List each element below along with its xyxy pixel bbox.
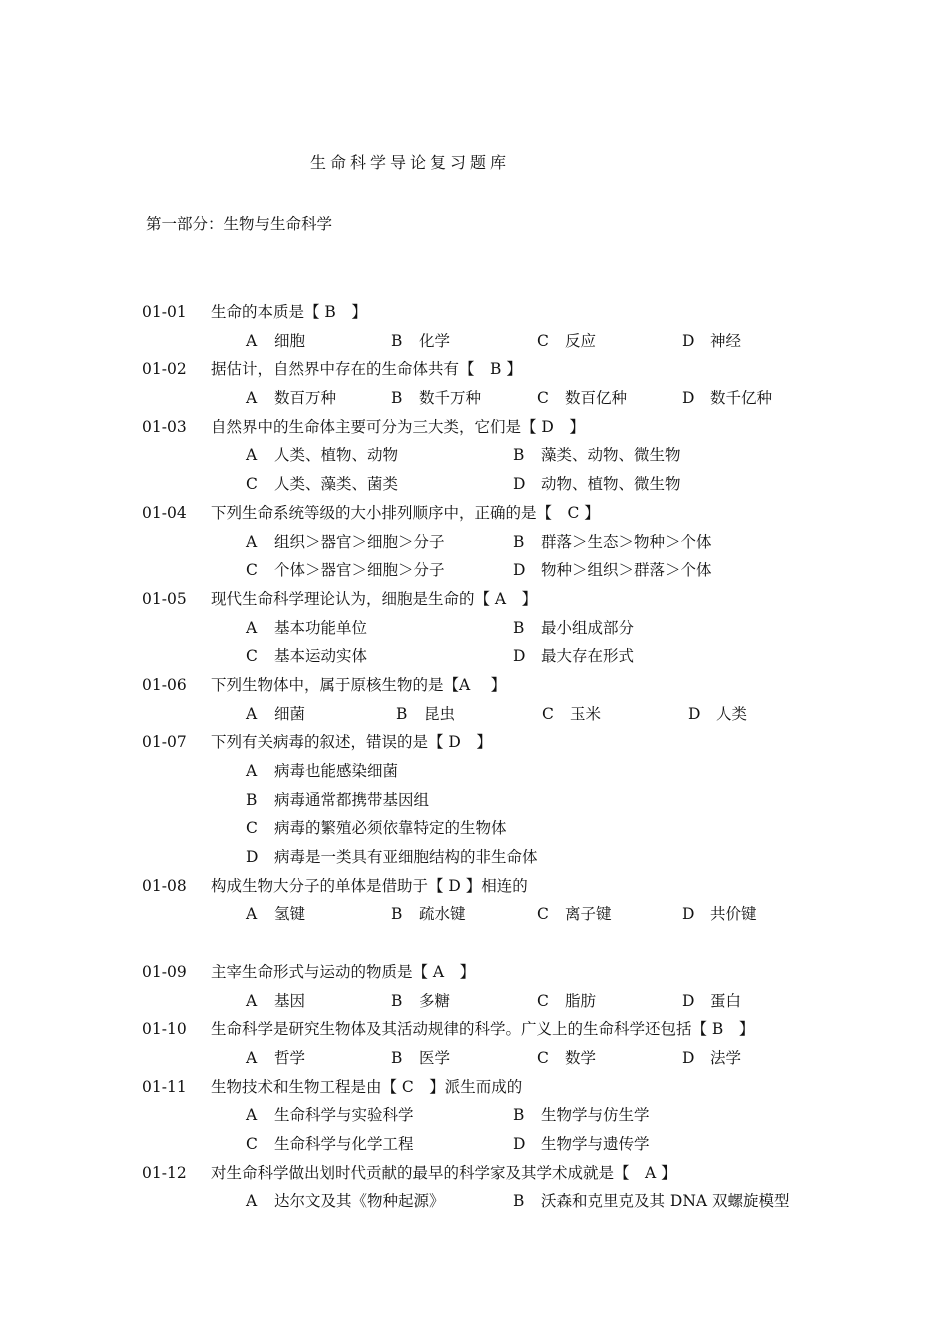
option-letter: A <box>246 331 258 350</box>
option-text: 病毒是一类具有亚细胞结构的非生命体 <box>274 848 538 867</box>
answer-option <box>246 987 305 1016</box>
options-row <box>142 1187 902 1216</box>
question-row <box>142 728 902 757</box>
options-row <box>142 528 902 557</box>
option-text: 数百万种 <box>274 389 337 408</box>
answer-option <box>391 1044 450 1073</box>
option-text: 组织＞器官＞细胞＞分子 <box>274 532 445 551</box>
spacer <box>142 929 902 958</box>
option-letter: A <box>246 446 258 465</box>
answer-option <box>537 987 596 1016</box>
option-text: 沃森和克里克及其 DNA 双螺旋模型 <box>541 1192 790 1211</box>
question-number: 01-05 <box>142 589 187 608</box>
options-row <box>142 757 902 786</box>
option-letter: A <box>246 532 258 551</box>
option-letter: D <box>682 991 695 1010</box>
question-row <box>142 499 902 528</box>
answer-option <box>246 700 305 729</box>
question-row <box>142 1073 902 1102</box>
answer-option <box>246 642 367 671</box>
options-row <box>142 556 902 585</box>
answer-option <box>542 700 601 729</box>
option-text: 人类、藻类、菌类 <box>274 475 399 494</box>
option-letter: C <box>246 647 258 666</box>
option-text: 个体＞器官＞细胞＞分子 <box>274 561 445 580</box>
option-text: 离子键 <box>565 905 612 924</box>
option-letter: B <box>396 704 408 723</box>
question-text: 下列生命系统等级的大小排列顺序中，正确的是【 C 】 <box>211 503 600 522</box>
option-text: 共价键 <box>710 905 757 924</box>
answer-option <box>682 987 741 1016</box>
answer-option <box>246 1044 305 1073</box>
option-letter: D <box>246 848 259 867</box>
answer-option <box>513 1130 650 1159</box>
option-letter: B <box>246 790 258 809</box>
options-row <box>142 614 902 643</box>
option-text: 数学 <box>565 1048 597 1067</box>
option-text: 化学 <box>419 331 451 350</box>
options-row <box>142 642 902 671</box>
option-text: 多糖 <box>419 991 451 1010</box>
answer-option <box>513 556 712 585</box>
answer-option <box>246 528 445 557</box>
option-text: 病毒也能感染细菌 <box>274 762 399 780</box>
question-number: 01-01 <box>142 303 187 321</box>
answer-option <box>246 470 398 499</box>
answer-option <box>246 327 305 356</box>
question-text: 据估计，自然界中存在的生命体共有【 B 】 <box>211 360 522 379</box>
answer-option <box>391 987 450 1016</box>
option-letter: C <box>537 389 549 408</box>
option-letter: B <box>391 905 403 924</box>
answer-option <box>688 700 747 729</box>
question-row <box>142 413 902 442</box>
option-text: 生命科学与化学工程 <box>274 1134 414 1153</box>
question-number: 01-09 <box>142 962 187 981</box>
option-letter: A <box>246 1192 258 1211</box>
question-number: 01-03 <box>142 417 187 436</box>
answer-option <box>246 384 336 413</box>
option-text: 生物学与仿生学 <box>541 1106 650 1125</box>
options-row <box>142 1130 902 1159</box>
option-text: 基本功能单位 <box>274 618 368 637</box>
answer-option <box>246 1187 445 1216</box>
option-text: 数千万种 <box>419 389 482 408</box>
answer-option <box>391 327 450 356</box>
option-letter: B <box>513 532 525 551</box>
option-letter: A <box>246 1048 258 1067</box>
option-text: 数百亿种 <box>565 389 628 408</box>
question-row <box>142 298 902 327</box>
answer-option <box>391 900 466 929</box>
question-text: 生命的本质是【 B 】 <box>211 303 367 321</box>
options-row <box>142 1101 902 1130</box>
option-letter: C <box>542 704 554 723</box>
option-letter: A <box>246 762 258 780</box>
answer-option <box>246 786 429 815</box>
option-text: 基因 <box>274 991 306 1010</box>
option-letter: B <box>513 1192 525 1211</box>
option-letter: A <box>246 991 258 1010</box>
option-text: 数千亿种 <box>710 389 773 408</box>
option-letter: D <box>682 1048 695 1067</box>
option-letter: C <box>537 905 549 924</box>
question-text: 现代生命科学理论认为，细胞是生命的【 A 】 <box>211 589 538 608</box>
option-letter: B <box>391 389 403 408</box>
question-row <box>142 355 902 384</box>
option-letter: D <box>513 1134 526 1153</box>
options-row <box>142 814 902 843</box>
question-number: 01-11 <box>142 1077 187 1096</box>
question-text: 自然界中的生命体主要可分为三大类，它们是【 D 】 <box>211 417 585 436</box>
question-text: 下列生物体中，属于原核生物的是【A 】 <box>211 675 507 694</box>
option-text: 蛋白 <box>710 991 742 1010</box>
answer-option <box>537 900 612 929</box>
option-letter: B <box>391 991 403 1010</box>
answer-option <box>682 900 757 929</box>
option-text: 医学 <box>419 1048 451 1067</box>
question-row <box>142 671 902 700</box>
option-letter: D <box>688 704 701 723</box>
answer-option <box>513 1101 650 1130</box>
option-letter: A <box>246 389 258 408</box>
option-letter: B <box>391 331 403 350</box>
option-letter: D <box>682 331 695 350</box>
option-letter: C <box>537 991 549 1010</box>
option-letter: A <box>246 1106 258 1125</box>
option-letter: C <box>537 331 549 350</box>
option-text: 疏水键 <box>419 905 466 924</box>
answer-option <box>682 327 741 356</box>
question-list <box>142 298 902 1216</box>
option-letter: A <box>246 618 258 637</box>
question-number: 01-10 <box>142 1020 187 1039</box>
option-letter: B <box>391 1048 403 1067</box>
answer-option <box>682 384 772 413</box>
answer-option <box>246 900 305 929</box>
question-row <box>142 1015 902 1044</box>
options-row <box>142 1044 902 1073</box>
question-number: 01-04 <box>142 503 187 522</box>
question-number: 01-12 <box>142 1163 187 1182</box>
options-row <box>142 327 902 356</box>
option-text: 基本运动实体 <box>274 647 368 666</box>
option-text: 动物、植物、微生物 <box>541 475 681 494</box>
options-row <box>142 987 902 1016</box>
options-row <box>142 900 902 929</box>
option-text: 细胞 <box>274 331 306 350</box>
options-row <box>142 384 902 413</box>
option-text: 反应 <box>565 331 597 350</box>
option-text: 达尔文及其《物种起源》 <box>274 1192 445 1211</box>
question-number: 01-02 <box>142 360 187 379</box>
answer-option <box>391 384 481 413</box>
answer-option <box>513 614 634 643</box>
option-text: 群落＞生态＞物种＞个体 <box>541 532 712 551</box>
option-letter: B <box>513 618 525 637</box>
question-text: 主宰生命形式与运动的物质是【 A 】 <box>211 962 476 981</box>
option-letter: D <box>682 905 695 924</box>
option-text: 脂肪 <box>565 991 597 1010</box>
option-text: 最小组成部分 <box>541 618 635 637</box>
option-letter: C <box>246 475 258 494</box>
option-text: 神经 <box>710 331 742 350</box>
question-row <box>142 585 902 614</box>
question-text: 构成生物大分子的单体是借助于【 D 】相连的 <box>211 876 528 895</box>
option-text: 病毒通常都携带基因组 <box>274 790 430 809</box>
option-text: 细菌 <box>274 704 306 723</box>
question-number: 01-06 <box>142 675 187 694</box>
option-text: 昆虫 <box>424 704 456 723</box>
question-row <box>142 958 902 987</box>
answer-option <box>246 843 538 872</box>
option-letter: D <box>682 389 695 408</box>
option-text: 物种＞组织＞群落＞个体 <box>541 561 712 580</box>
answer-option <box>537 1044 596 1073</box>
answer-option <box>513 441 681 470</box>
option-text: 最大存在形式 <box>541 647 635 666</box>
option-text: 玉米 <box>570 704 602 723</box>
options-row <box>142 470 902 499</box>
answer-option <box>513 642 634 671</box>
question-text: 生命科学是研究生物体及其活动规律的科学。广义上的生命科学还包括【 B 】 <box>211 1020 755 1039</box>
option-letter: C <box>246 1134 258 1153</box>
option-letter: D <box>513 561 526 580</box>
option-letter: C <box>246 561 258 580</box>
option-text: 氢键 <box>274 905 306 924</box>
answer-option <box>537 384 627 413</box>
question-row <box>142 1159 902 1188</box>
option-text: 病毒的繁殖必须依靠特定的生物体 <box>274 819 507 838</box>
option-text: 哲学 <box>274 1048 306 1067</box>
question-text: 生物技术和生物工程是由【 C 】派生而成的 <box>211 1077 523 1096</box>
option-text: 藻类、动物、微生物 <box>541 446 681 465</box>
answer-option <box>246 757 398 786</box>
answer-option <box>537 327 596 356</box>
question-number: 01-08 <box>142 876 187 895</box>
answer-option <box>513 528 712 557</box>
answer-option <box>246 1130 414 1159</box>
question-row <box>142 872 902 901</box>
option-letter: C <box>246 819 258 838</box>
section-heading: 第一部分：生物与生命科学 <box>146 215 333 233</box>
option-letter: D <box>513 647 526 666</box>
option-letter: A <box>246 905 258 924</box>
question-text: 下列有关病毒的叙述，错误的是【 D 】 <box>211 733 492 752</box>
option-text: 人类 <box>716 704 748 723</box>
option-letter: B <box>513 1106 525 1125</box>
answer-option <box>246 814 507 843</box>
answer-option <box>396 700 455 729</box>
answer-option <box>682 1044 741 1073</box>
option-text: 生命科学与实验科学 <box>274 1106 414 1125</box>
option-letter: C <box>537 1048 549 1067</box>
option-letter: A <box>246 704 258 723</box>
options-row <box>142 843 902 872</box>
answer-option <box>513 470 681 499</box>
question-number: 01-07 <box>142 733 187 752</box>
answer-option <box>246 441 398 470</box>
question-text: 对生命科学做出划时代贡献的最早的科学家及其学术成就是【 A 】 <box>211 1163 677 1182</box>
answer-option <box>513 1187 790 1216</box>
answer-option <box>246 614 367 643</box>
options-row <box>142 786 902 815</box>
option-text: 人类、植物、动物 <box>274 446 399 465</box>
options-row <box>142 700 902 729</box>
option-letter: D <box>513 475 526 494</box>
answer-option <box>246 556 445 585</box>
option-text: 法学 <box>710 1048 742 1067</box>
page-title: 生命科学导论复习题库 <box>309 153 510 172</box>
options-row <box>142 441 902 470</box>
option-text: 生物学与遗传学 <box>541 1134 650 1153</box>
option-letter: B <box>513 446 525 465</box>
answer-option <box>246 1101 414 1130</box>
